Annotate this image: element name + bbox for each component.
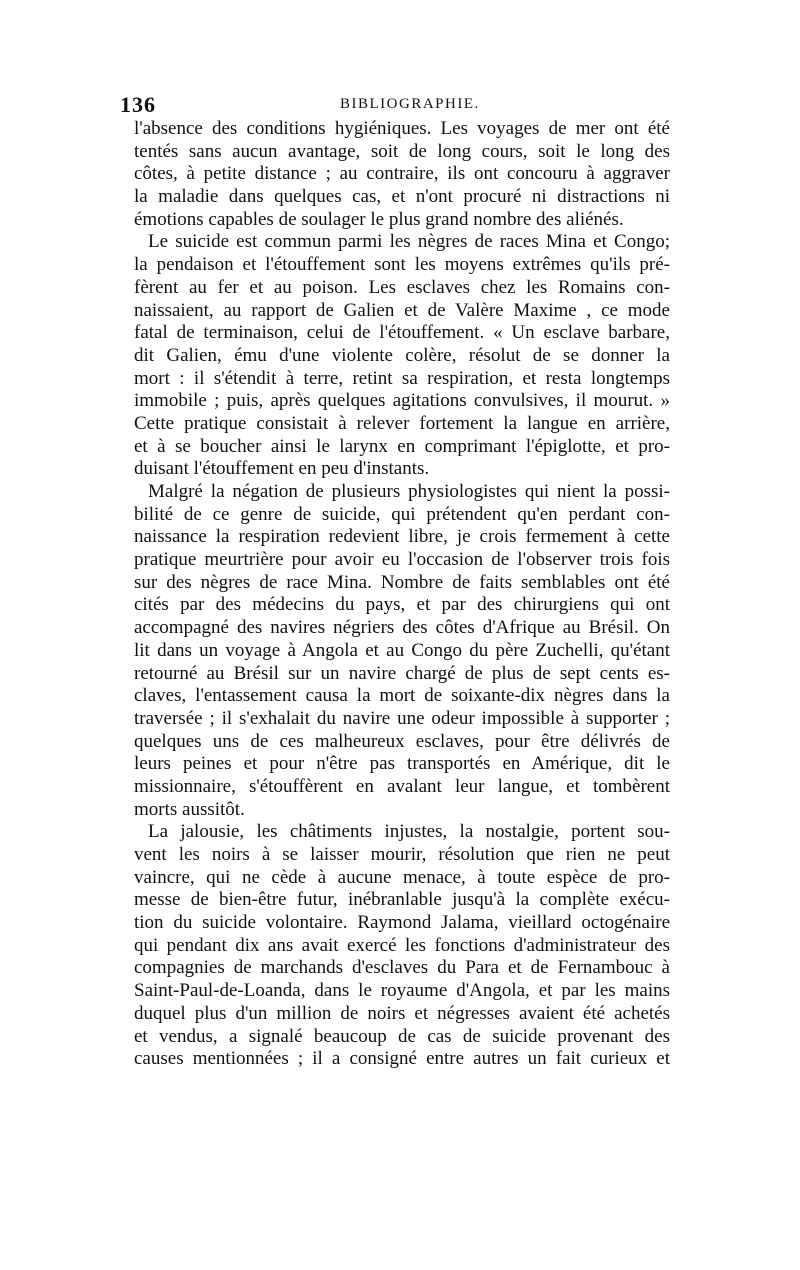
text-line: duquel plus d'un million de noirs et négresses avaient été achetés: [134, 1002, 670, 1024]
page-number: 136: [120, 92, 156, 117]
paragraph-3: [134, 481, 670, 821]
text-line: pratique meurtrière pour avoir eu l'occasion de l'observer trois fois: [134, 549, 670, 571]
text-line: dit Galien, ému d'une violente colère, résolut de se donner la: [134, 344, 670, 366]
text-line: immobile ; puis, après quelques agitations convulsives, il mourut. »: [134, 390, 670, 412]
text-line: sur des nègres de race Mina. Nombre de faits semblables ont été: [134, 571, 670, 593]
text-line: accompagné des navires négriers des côtes d'Afrique au Brésil. On: [134, 617, 670, 639]
text-line: qui pendant dix ans avait exercé les fonctions d'administrateur des: [134, 934, 670, 956]
running-head: BIBLIOGRAPHIE.: [340, 96, 480, 112]
text-line: claves, l'entassement causa la mort de soixante-dix nègres dans la: [134, 685, 670, 707]
text-line: bilité de ce genre de suicide, qui prétendent qu'en perdant con-: [134, 503, 670, 525]
text-line: Le suicide est commun parmi les nègres de races Mina et Congo;: [148, 231, 670, 253]
text-line: fatal de terminaison, celui de l'étouffement. « Un esclave barbare,: [134, 322, 670, 344]
text-line: émotions capables de soulager le plus grand nombre des aliénés.: [134, 208, 624, 230]
text-line: et vendus, a signalé beaucoup de cas de suicide provenant des: [134, 1025, 670, 1047]
text-line: naissance la respiration redevient libre, je crois fermement à cette: [134, 526, 670, 548]
text-line: tentés sans aucun avantage, soit de long cours, soit le long des: [134, 140, 670, 162]
text-line: retourné au Brésil sur un navire chargé de plus de sept cents es-: [134, 662, 670, 684]
text-line: compagnies de marchands d'esclaves du Para et de Fernambouc à: [134, 957, 670, 979]
text-line: l'absence des conditions hygiéniques. Les voyages de mer ont été: [134, 118, 670, 139]
text-line: leurs peines et pour n'être pas transportés en Amérique, dit le: [134, 753, 670, 775]
text-line: Cette pratique consistait à relever fortement la langue en arrière,: [134, 412, 670, 434]
body-text: [134, 118, 670, 1071]
text-line: traversée ; il s'exhalait du navire une odeur impossible à supporter ;: [134, 707, 670, 729]
text-line: naissaient, au rapport de Galien et de Valère Maxime , ce mode: [134, 299, 670, 321]
text-line: côtes, à petite distance ; au contraire, ils ont concouru à aggraver: [134, 163, 670, 185]
text-line: missionnaire, s'étouffèrent en avalant leur langue, et tombèrent: [134, 775, 670, 797]
text-line: Saint-Paul-de-Loanda, dans le royaume d'Angola, et par les mains: [134, 980, 670, 1002]
text-line: fèrent au fer et au poison. Les esclaves chez les Romains con-: [134, 276, 670, 298]
text-line: quelques uns de ces malheureux esclaves, pour être délivrés de: [134, 730, 670, 752]
text-line: Malgré la négation de plusieurs physiologistes qui nient la possi-: [148, 481, 670, 502]
text-line: la maladie dans quelques cas, et n'ont procuré ni distractions ni: [134, 186, 670, 208]
text-line: tion du suicide volontaire. Raymond Jalama, vieillard octogénaire: [134, 912, 670, 934]
text-line: vent les noirs à se laisser mourir, résolution que rien ne peut: [134, 844, 670, 865]
text-line: et à se boucher ainsi le larynx en comprimant l'épiglotte, et pro-: [134, 435, 670, 457]
paragraph-2: [134, 231, 670, 481]
text-line: vaincre, qui ne cède à aucune menace, à toute espèce de pro-: [134, 866, 670, 888]
text-line: mort : il s'étendit à terre, retint sa respiration, et resta longtemps: [134, 367, 670, 389]
text-line: La jalousie, les châtiments injustes, la nostalgie, portent sou-: [148, 821, 670, 843]
text-line: lit dans un voyage à Angola et au Congo du père Zuchelli, qu'étant: [134, 639, 670, 661]
text-line: messe de bien-être futur, inébranlable jusqu'à la complète exécu-: [134, 889, 670, 911]
text-line: morts aussitôt.: [134, 798, 245, 820]
text-line: duisant l'étouffement en peu d'instants.: [134, 458, 430, 480]
paragraph-4: [134, 821, 670, 1071]
text-line: cités par des médecins du pays, et par des chirurgiens qui ont: [134, 594, 670, 616]
paragraph-1: [134, 118, 670, 231]
text-line: la pendaison et l'étouffement sont les moyens extrêmes qu'ils pré-: [134, 254, 670, 276]
text-line: causes mentionnées ; il a consigné entre autres un fait curieux et: [134, 1048, 670, 1070]
